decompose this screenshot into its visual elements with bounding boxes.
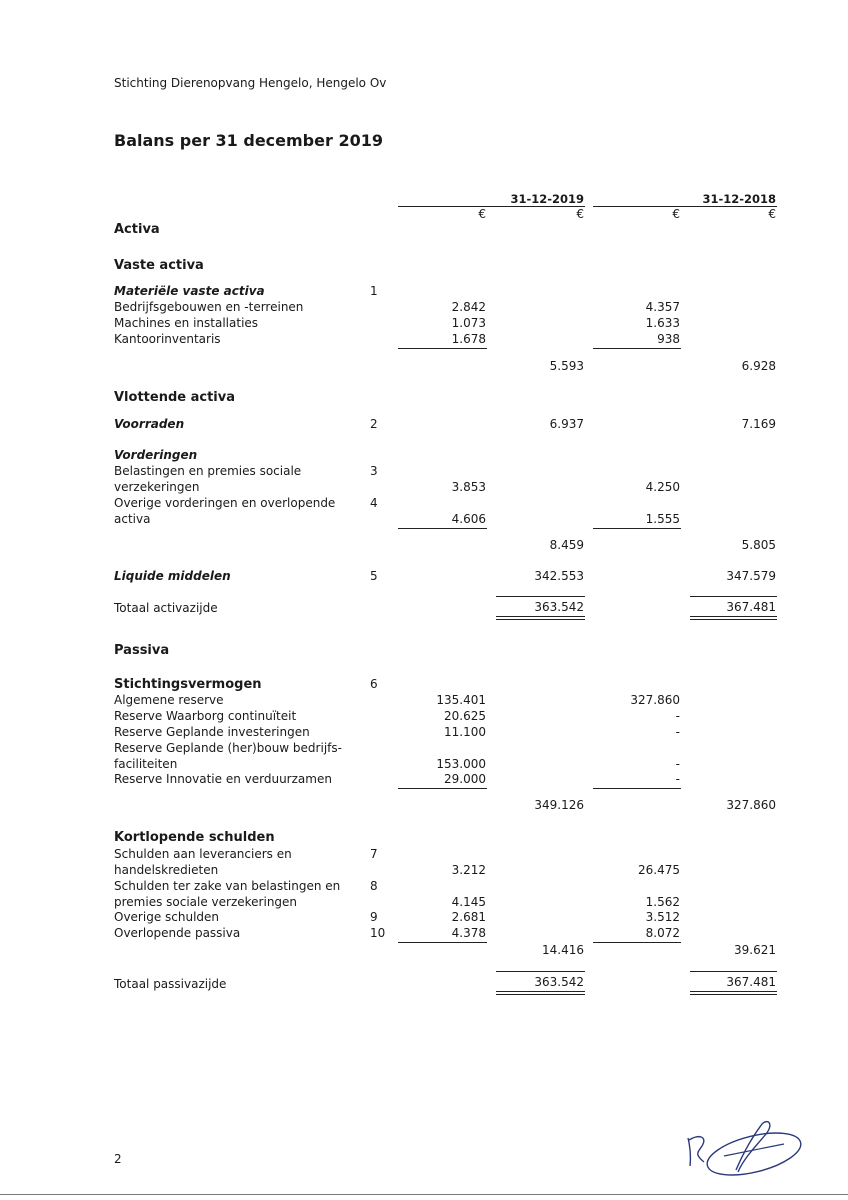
subtotal-2019: 349.126 [534, 798, 584, 812]
vlottende-activa-heading: Vlottende activa [114, 390, 235, 405]
subtotal-2018: 5.805 [741, 538, 776, 552]
total-rule [496, 971, 585, 972]
organization-name: Stichting Dierenopvang Hengelo, Hengelo Ov [114, 76, 387, 90]
value-2018: 327.860 [630, 693, 680, 707]
line-item-label-cont: verzekeringen [114, 480, 200, 494]
note-number: 2 [370, 417, 378, 431]
currency-symbol: € [672, 207, 680, 221]
line-item-label: Algemene reserve [114, 693, 224, 707]
column-header-2018: 31-12-2018 [702, 192, 776, 206]
total-rule [690, 971, 777, 972]
value-2019: 3.853 [451, 480, 486, 494]
line-item-label: Overige vorderingen en overlopende [114, 496, 336, 510]
note-number: 3 [370, 464, 378, 478]
line-item-label: Belastingen en premies sociale [114, 464, 302, 478]
value-2018: - [675, 709, 680, 723]
value-2018: 1.555 [645, 512, 680, 526]
value-2019: 1.678 [451, 332, 486, 346]
voorraden-2019: 6.937 [549, 417, 584, 431]
signature-initials [684, 1118, 804, 1180]
subtotal-rule [398, 942, 487, 943]
line-item-label: Overige schulden [114, 910, 220, 924]
currency-symbol: € [478, 207, 486, 221]
double-underline [690, 991, 777, 995]
line-item-label-cont: faciliteiten [114, 757, 178, 771]
note-number: 5 [370, 569, 378, 583]
subtotal-2019: 8.459 [549, 538, 584, 552]
line-item-label: Kantoorinventaris [114, 332, 221, 346]
value-2019: 1.073 [451, 316, 486, 330]
line-item-label: Reserve Geplande (her)bouw bedrijfs- [114, 741, 342, 755]
column-rule-2019 [398, 206, 585, 207]
kortlopende-schulden-heading: Kortlopende schulden [114, 830, 275, 845]
value-2018: 1.562 [645, 895, 680, 909]
line-item-label: Schulden ter zake van belastingen en [114, 879, 341, 893]
value-2018: - [675, 725, 680, 739]
note-number: 9 [370, 910, 378, 924]
vorderingen-label: Vorderingen [114, 448, 198, 462]
line-item-label: Reserve Innovatie en verduurzamen [114, 772, 332, 786]
line-item-label: Machines en installaties [114, 316, 259, 330]
value-2018: 4.357 [645, 300, 680, 314]
double-underline [690, 616, 777, 620]
voorraden-2018: 7.169 [741, 417, 776, 431]
value-2018: 4.250 [645, 480, 680, 494]
value-2019: 4.606 [451, 512, 486, 526]
column-rule-2018 [593, 206, 777, 207]
value-2018: 8.072 [645, 926, 680, 940]
note-number: 1 [370, 284, 378, 298]
subtotal-2019: 5.593 [549, 359, 584, 373]
line-item-label-cont: handelskredieten [114, 863, 219, 877]
double-underline [496, 616, 585, 620]
totaal-activa-2019: 363.542 [534, 600, 584, 614]
subtotal-rule [593, 348, 681, 349]
materiele-vaste-activa-label: Materiële vaste activa [114, 284, 265, 298]
double-underline [496, 991, 585, 995]
value-2019: 135.401 [436, 693, 486, 707]
value-2019: 2.681 [451, 910, 486, 924]
value-2018: 26.475 [638, 863, 680, 877]
totaal-passiva-2019: 363.542 [534, 975, 584, 989]
value-2019: 20.625 [444, 709, 486, 723]
liquide-middelen-label: Liquide middelen [114, 569, 231, 583]
activa-heading: Activa [114, 222, 160, 237]
subtotal-2018: 6.928 [741, 359, 776, 373]
passiva-heading: Passiva [114, 643, 170, 658]
value-2018: - [675, 757, 680, 771]
totaal-passivazijde-label: Totaal passivazijde [114, 977, 227, 991]
subtotal-2019: 14.416 [542, 943, 584, 957]
value-2019: 2.842 [451, 300, 486, 314]
stichtingsvermogen-heading: Stichtingsvermogen [114, 677, 262, 692]
value-2018: 3.512 [645, 910, 680, 924]
subtotal-rule [593, 528, 681, 529]
totaal-activazijde-label: Totaal activazijde [114, 601, 218, 615]
subtotal-2018: 327.860 [726, 798, 776, 812]
line-item-label-cont: premies sociale verzekeringen [114, 895, 298, 909]
line-item-label: Bedrijfsgebouwen en -terreinen [114, 300, 304, 314]
value-2019: 3.212 [451, 863, 486, 877]
currency-symbol: € [576, 207, 584, 221]
line-item-label: Schulden aan leveranciers en [114, 847, 292, 861]
page-bottom-rule [0, 1194, 848, 1195]
subtotal-rule [593, 942, 681, 943]
subtotal-rule [398, 788, 487, 789]
value-2019: 29.000 [444, 772, 486, 786]
subtotal-2018: 39.621 [734, 943, 776, 957]
note-number: 4 [370, 496, 378, 510]
value-2018: - [675, 772, 680, 786]
total-rule [690, 596, 777, 597]
note-number: 6 [370, 677, 378, 691]
totaal-activa-2018: 367.481 [726, 600, 776, 614]
value-2019: 11.100 [444, 725, 486, 739]
liquide-2018: 347.579 [726, 569, 776, 583]
column-header-2019: 31-12-2019 [510, 192, 584, 206]
value-2019: 4.378 [451, 926, 486, 940]
note-number: 7 [370, 847, 378, 861]
note-number: 10 [370, 926, 386, 940]
subtotal-rule [593, 788, 681, 789]
total-rule [496, 596, 585, 597]
value-2018: 1.633 [645, 316, 680, 330]
page-number: 2 [114, 1152, 122, 1166]
subtotal-rule [398, 528, 487, 529]
line-item-label: Reserve Waarborg continuïteit [114, 709, 297, 723]
subtotal-rule [398, 348, 487, 349]
line-item-label-cont: activa [114, 512, 151, 526]
value-2019: 153.000 [436, 757, 486, 771]
note-number: 8 [370, 879, 378, 893]
liquide-2019: 342.553 [534, 569, 584, 583]
value-2018: 938 [657, 332, 680, 346]
vaste-activa-heading: Vaste activa [114, 258, 204, 273]
line-item-label: Overlopende passiva [114, 926, 241, 940]
currency-symbol: € [768, 207, 776, 221]
line-item-label: Reserve Geplande investeringen [114, 725, 310, 739]
totaal-passiva-2018: 367.481 [726, 975, 776, 989]
voorraden-label: Voorraden [114, 417, 185, 431]
value-2019: 4.145 [451, 895, 486, 909]
page-title: Balans per 31 december 2019 [114, 131, 383, 150]
